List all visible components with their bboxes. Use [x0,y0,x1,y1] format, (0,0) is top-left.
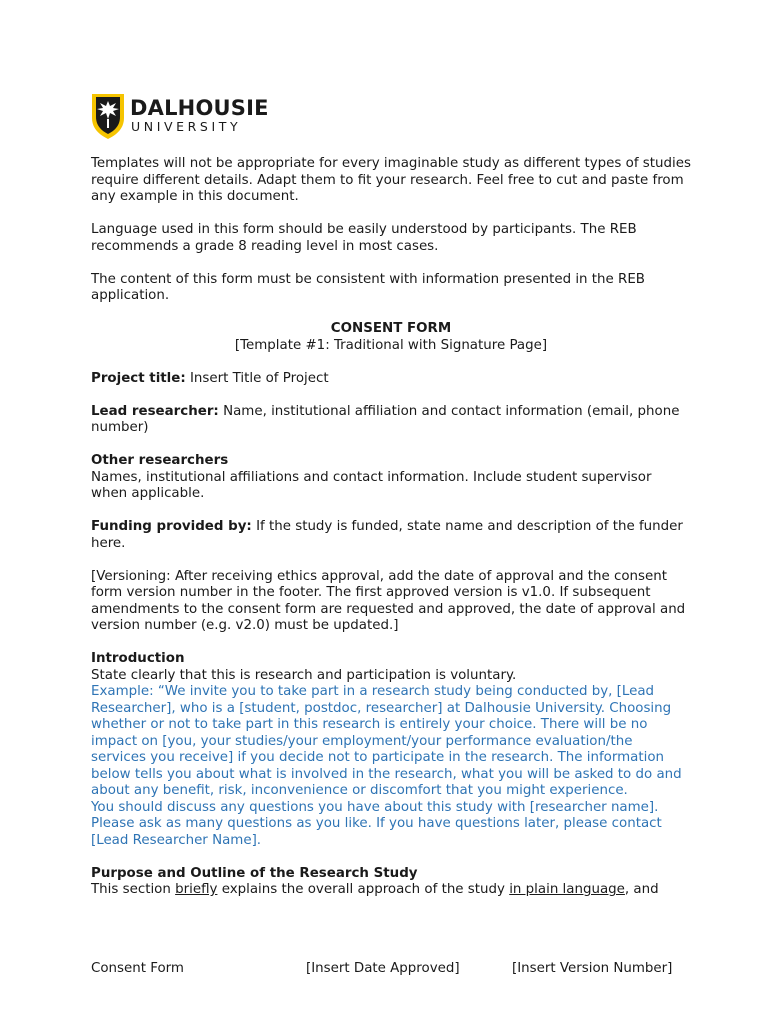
logo-sub: UNIVERSITY [131,119,242,134]
other-researchers-text: Names, institutional affiliations and contact information. Include student supervisor when applicable. [91,469,652,501]
purpose-text [91,882,691,899]
purpose-heading: Purpose and Outline of the Research Study [91,865,418,881]
introduction-example-1: Example: “We invite you to take part in a research study being conducted by, [Lead Researcher], who is a [student, postdoc, researcher] at Dalhousie University. Choosing whether or not to take part in this research is entirely your choice. There will be no impact on [you, your studies/your employment/your performance evaluation/the services you receive] if you decide not to participate in the research. The information below tells you about what is involved in the research, what you will be asked to do and about any benefit, risk, inconvenience or discomfort that you might experience. [91,684,682,798]
introduction-text: State clearly that this is research and participation is voluntary. [91,667,517,683]
funding-label: Funding provided by: [91,519,252,534]
introduction-example-2: You should discuss any questions you have about this study with [researcher name]. Please ask as many questions as you like. If you have questions later, please contact [Lead Researcher Name]. [91,799,662,848]
purpose-text-c: , and [624,882,659,897]
purpose-text-a: This section [91,882,176,897]
footer-center: [Insert Date Approved] [306,961,460,976]
purpose-text-b: explains the overall approach of the study [217,882,510,897]
form-subtitle: [Template #1: Traditional with Signature Page] [234,337,548,353]
purpose-underline-2: in plain language [509,882,625,897]
dalhousie-logo [90,92,269,142]
intro-note-1: Templates will not be appropriate for every imaginable study as different types of studies require different details. Adapt them to fit your research. Feel free to cut and paste from any example in this document. [91,156,691,204]
form-title: CONSENT FORM [330,321,452,336]
shield-crest-icon [90,92,126,140]
lead-label: Lead researcher: [91,403,219,419]
other-researchers-heading: Other researchers [91,453,229,468]
project-title-line [91,371,691,388]
funding-value: If the study is funded, state name and description of the funder here. [91,519,683,551]
project-value: Insert Title of Project [189,370,329,386]
logo-name: DALHOUSIE [130,96,269,120]
footer-left: Consent Form [91,961,184,976]
project-label: Project title: [91,370,186,386]
footer-right: [Insert Version Number] [512,961,673,976]
funding-line [91,519,691,552]
versioning-note: [Versioning: After receiving ethics approval, add the date of approval and the consent form version number in the footer. The first approved version is v1.0. If subsequent amendments to the consent form are requested and approved, the date of approval and version number (e.g. v2.0) must be updated.] [91,568,686,633]
intro-note-3: The content of this form must be consistent with information presented in the REB application. [91,271,645,303]
introduction-heading: Introduction [91,651,185,666]
lead-value: Name, institutional affiliation and contact information (email, phone number) [91,403,680,435]
intro-note-2: Language used in this form should be easily understood by participants. The REB recommends a grade 8 reading level in most cases. [91,222,637,254]
document-body [91,156,691,899]
lead-researcher-line [91,404,691,437]
purpose-underline-1: briefly [175,882,218,897]
